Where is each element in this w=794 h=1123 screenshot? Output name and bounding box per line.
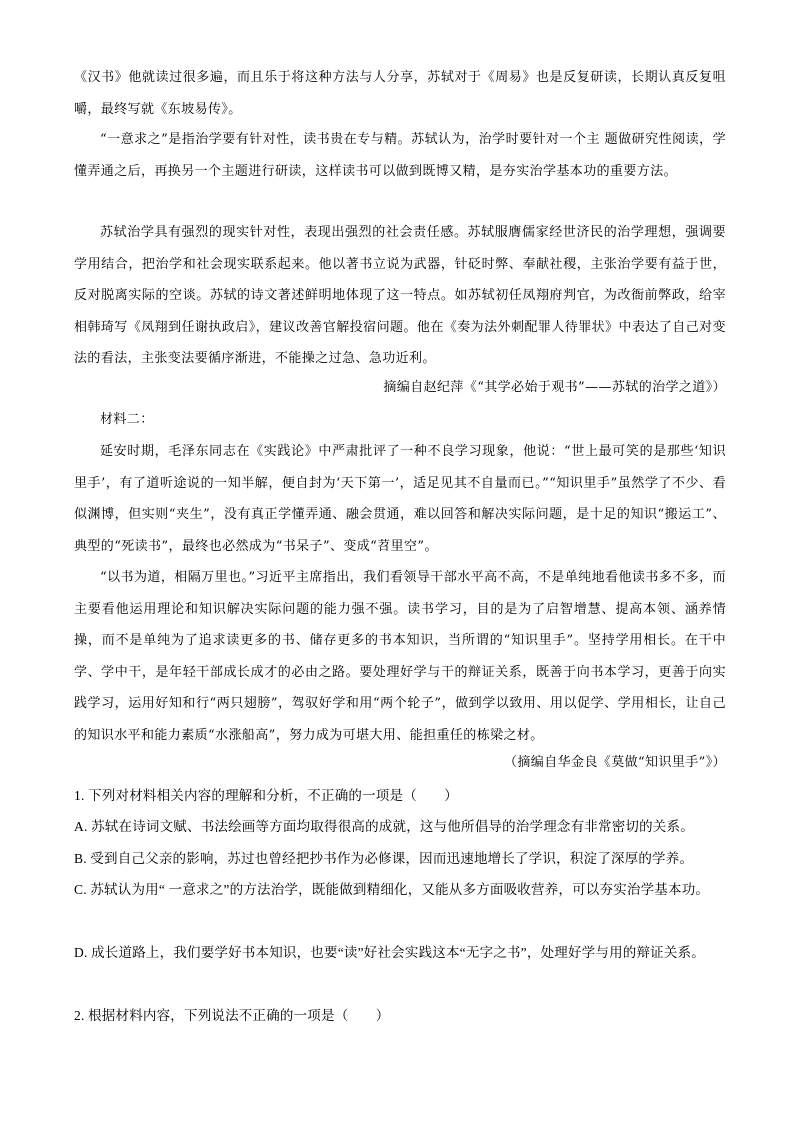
paragraph-xi: “以书为道，相隔万里也。”习近平主席指出，我们看领导干部水平高不高，不是单纯地看他读书多不多，而主要看他运用理论和知识解决实际问题的能力强不强。读书学习，目的是为了启智增慧、提高本领、涵养情操，而不是单纯为了追求读更多的书、储存更多的书本知识，当所谓的“知识里手”。坚持学用相长。在干中学、学中干，是年轻干部成长成才的必由之路。要处理好学与干的辩证关系，既善于向书本学习，更善于向实践学习，运用好知和行“两只翅膀”，驾驭好学和用“两个轮子”，做到学以致用、用以促学、学用相长，让自己的知识水平和能力素质“水涨船高”，努力成为可堪大用、能担重任的栋梁之材。	[74, 570, 726, 743]
source-citation-two: （摘编自华金良《莫做“知识里手”》）	[504, 755, 726, 770]
question-1-option-a: A. 苏轼在诗词文赋、书法绘画等方面均取得很高的成就，这与他所倡导的治学理念有非常密切的关系。	[74, 819, 694, 834]
source-citation-one: 摘编自赵纪萍《“其学必始于观书”——苏轼的治学之道》）	[383, 380, 726, 395]
question-1-stem: 1. 下列对材料相关内容的理解和分析，不正确的一项是（ ）	[74, 788, 458, 803]
material-two-heading: 材料二：	[100, 412, 154, 427]
paragraph-yanan: 延安时期，毛泽东同志在《实践论》中严肃批评了一种不良学习现象，他说：“世上最可笑的是那些‘知识里手’，有了道听途说的一知半解，便自封为‘天下第一’，适足见其不自量而已。”“知识里手”虽然学了不少、看似渊博，但实则“夹生”，没有真正学懂弄通、融会贯通，难以回答和解决实际问题，是十足的知识“搬运工”、典型的“死读书”，最终也必然成为“书呆子”、变成“苕里空”。	[74, 444, 726, 554]
paragraph-hanshu: 《汉书》他就读过很多遍，而且乐于将这种方法与人分享，苏轼对于《周易》也是反复研读，长期认真反复咀嚼，最终写就《东坡易传》。	[74, 70, 726, 117]
question-1-option-c: C. 苏轼认为用“ 一意求之”的方法治学，既能做到精细化，又能从多方面吸收营养，可以夯实治学基本功。	[74, 882, 710, 897]
question-1-option-d: D. 成长道路上，我们要学好书本知识，也要“读”好社会实践这本“无字之书”，处理好学与用的辩证关系。	[74, 945, 705, 960]
paragraph-practical: 苏轼治学具有强烈的现实针对性，表现出强烈的社会责任感。苏轼服膺儒家经世济民的治学理想，强调要学用结合，把治学和社会现实联系起来。他以著书立说为武器，针砭时弊、奉献社稷，主张治学要有益于世，反对脱离实际的空谈。苏轼的诗文著述鲜明地体现了这一特点。如苏轼初任凤翔府判官，为改衙前弊政，给宰相韩琦写《凤翔到任谢执政启》，建议改善官解投宿问题。他在《奏为法外刺配罪人待罪状》中表达了自己对变法的看法，主张变法要循序渐进，不能操之过急、急功近利。	[74, 225, 726, 366]
paragraph-yiyiqiuzhi: “一意求之”是指治学要有针对性，读书贵在专与精。苏轼认为，治学时要针对一个主 题做研究性阅读，学懂弄通之后，再换另一个主题进行研读，这样读书可以做到既博又精，是夯实治学基本功的重要方法。	[74, 132, 726, 179]
question-1-option-b: B. 受到自己父亲的影响，苏过也曾经把抄书作为必修课，因而迅速地增长了学识，积淀了深厚的学养。	[74, 851, 694, 866]
question-2-stem: 2. 根据材料内容，下列说法不正确的一项是（ ）	[74, 1008, 390, 1023]
